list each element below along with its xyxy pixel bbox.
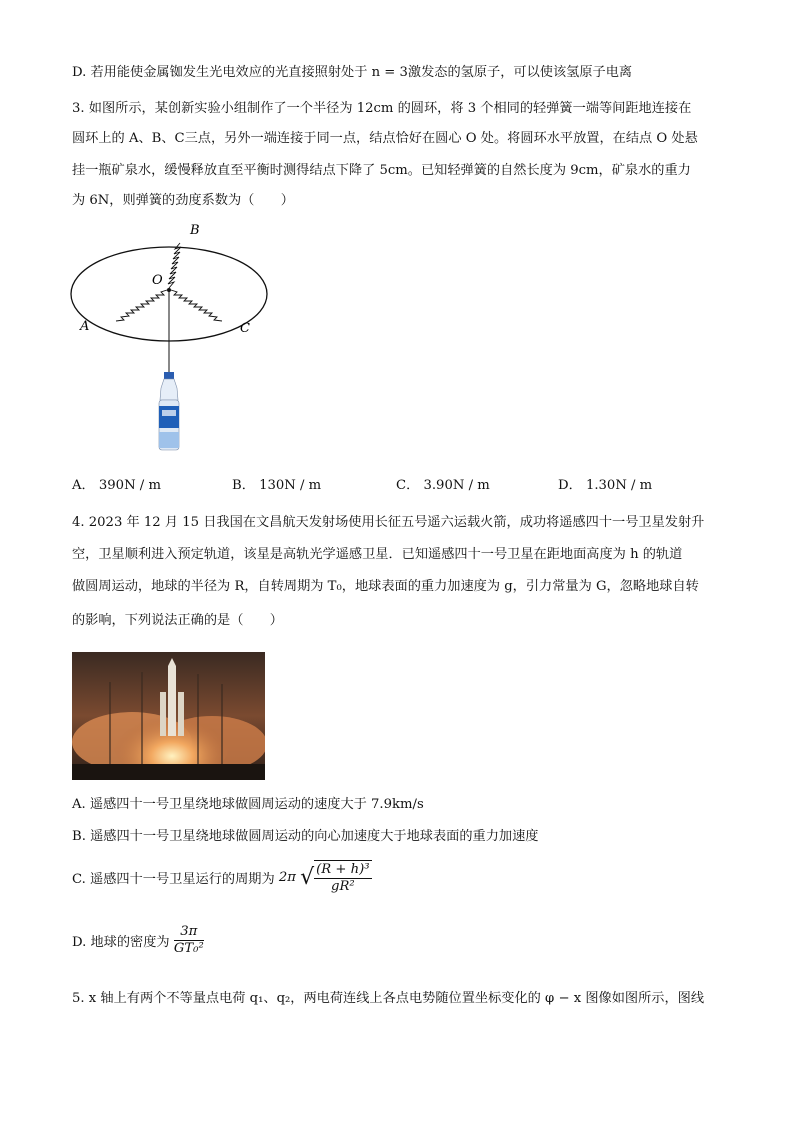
q3-text-line-4: 为 6N，则弹簧的劲度系数为（ ） — [72, 193, 294, 208]
sqrt-body — [314, 860, 371, 895]
label-b: B — [190, 223, 200, 238]
q3-options — [72, 474, 752, 494]
q4-text-line-4: 的影响，下列说法正确的是（ ） — [72, 613, 283, 628]
q4-option-d — [72, 924, 204, 957]
label-c: C — [240, 321, 250, 336]
q3-text-line-1: 3. 如图所示，某创新实验小组制作了一个半径为 12cm 的圆环，将 3 个相同的轻弹簧一端等间距地连接在 — [72, 101, 692, 116]
q4-text-line-3: 做圆周运动，地球的半径为 R，自转周期为 T₀，地球表面的重力加速度为 g，引力常量为 G，忽略地球自转 — [72, 579, 699, 594]
q4-option-c-numerator: (R + h)³ — [316, 862, 370, 877]
rocket-launch-photo — [72, 652, 265, 780]
q3-option-d: D． 1.30N / m — [558, 478, 653, 493]
q4-option-c-coef: 2π — [278, 870, 296, 885]
q4-text-line-1: 4. 2023 年 12 月 15 日我国在文昌航天发射场使用长征五号遥六运载火箭，成功将遥感四十一号卫星发射升 — [72, 515, 705, 530]
q4-option-c-fraction — [314, 862, 371, 895]
q4-option-d-fraction — [174, 924, 204, 957]
water-bottle — [159, 372, 179, 450]
q3-option-c: C． 3.90N / m — [396, 478, 490, 493]
q3-text-line-3: 挂一瓶矿泉水，缓慢释放直至平衡时测得结点下降了 5cm。已知轻弹簧的自然长度为 9cm，矿泉水的重力 — [72, 163, 691, 178]
q3-option-b: B． 130N / m — [232, 478, 322, 493]
q4-option-d-numerator: 3π — [174, 924, 204, 941]
q4-text-line-2: 空，卫星顺利进入预定轨道，该星是高轨光学遥感卫星．已知遥感四十一号卫星在距地面高度为 h 的轨道 — [72, 547, 683, 562]
label-o: O — [152, 273, 163, 288]
q5-text-line-1: 5. x 轴上有两个不等量点电荷 q₁、q₂，两电荷连线上各点电势随位置坐标变化的 φ − x 图像如图所示，图线 — [72, 991, 705, 1006]
q2-option-d: D. 若用能使金属铷发生光电效应的光直接照射处于 n = 3激发态的氢原子，可以使该氢原子电离 — [72, 65, 633, 80]
q4-option-b: B. 遥感四十一号卫星绕地球做圆周运动的向心加速度大于地球表面的重力加速度 — [72, 829, 539, 844]
label-a: A — [80, 319, 90, 334]
q4-option-d-text: D. 地球的密度为 — [72, 935, 170, 950]
q4-option-c-denominator: gR² — [331, 879, 355, 894]
q3-option-a: A． 390N / m — [72, 478, 161, 493]
sqrt-sign: √ — [300, 864, 315, 890]
q4-option-c — [72, 860, 372, 895]
knot-o — [167, 288, 171, 292]
q4-option-d-denominator: GT₀² — [173, 941, 204, 956]
q3-text-line-2: 圆环上的 A、B、C三点，另外一端连接于同一点，结点恰好在圆心 O 处。将圆环水平放置，在结点 O 处悬 — [72, 131, 698, 146]
spring-ring-figure — [68, 222, 270, 460]
q4-option-a: A. 遥感四十一号卫星绕地球做圆周运动的速度大于 7.9km/s — [72, 797, 424, 812]
q4-option-c-text: C. 遥感四十一号卫星运行的周期为 — [72, 872, 275, 887]
